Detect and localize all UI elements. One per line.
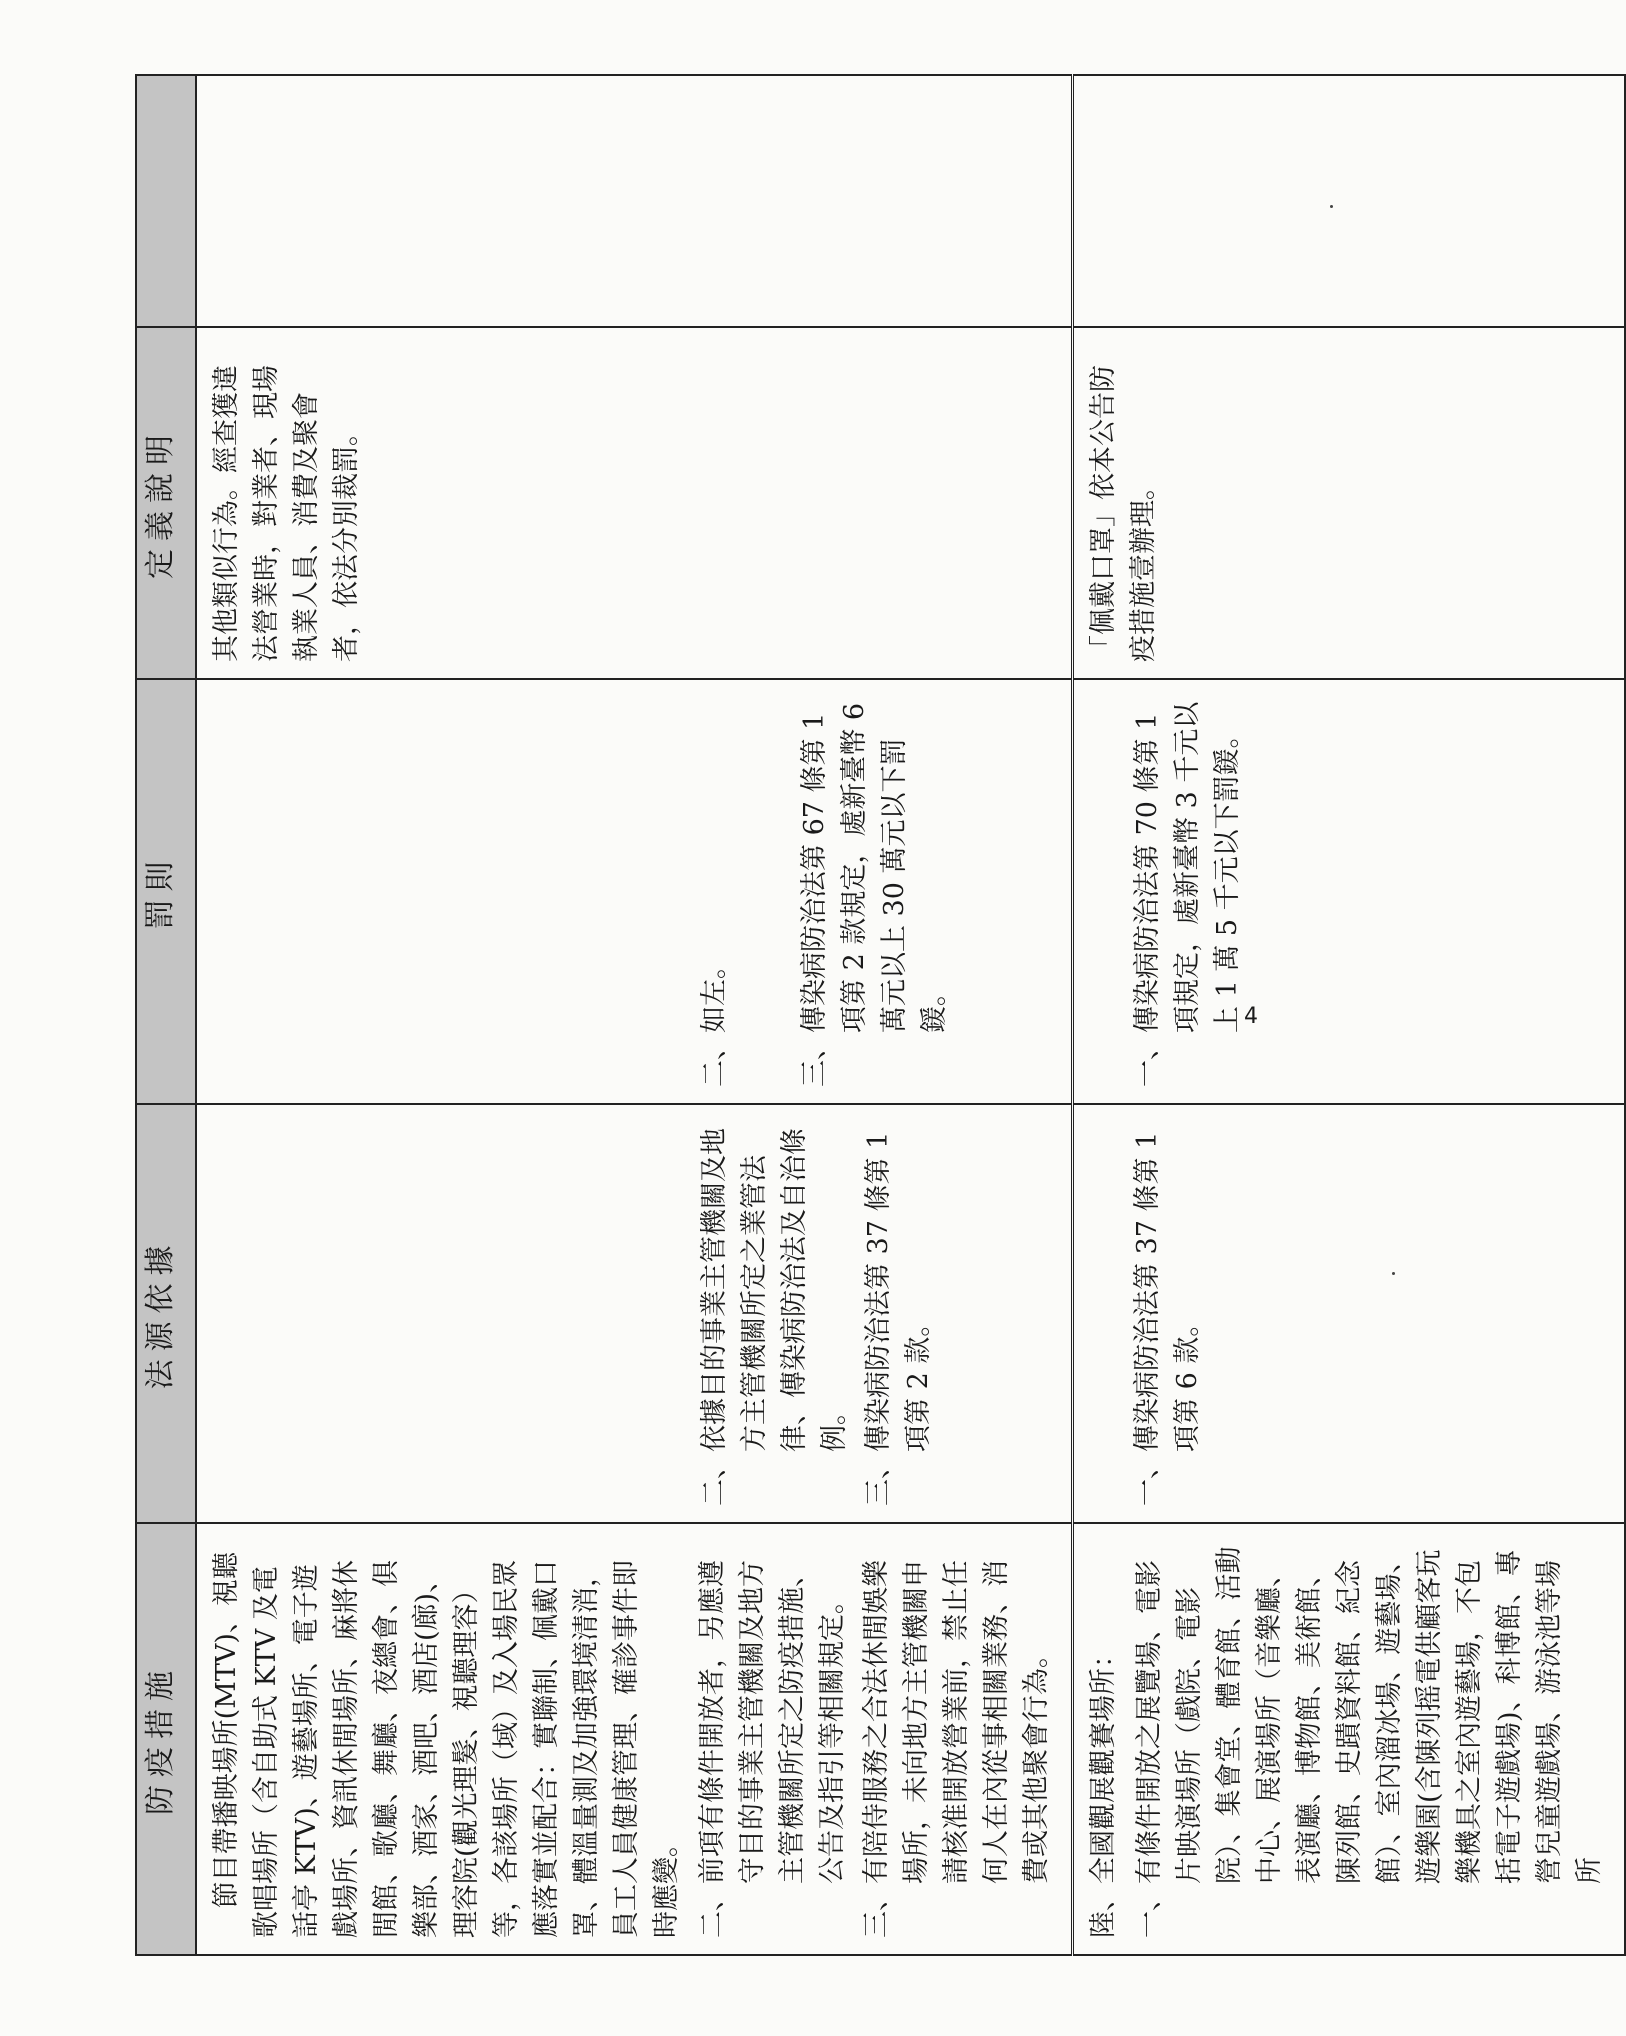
- cell-definition: [196, 327, 1073, 679]
- header-penalty: 罰則: [136, 679, 196, 1104]
- item-text: 依據目的事業主管機關及地方主管機關所定之業管法律、傳染病防治法及自治條例。: [699, 1128, 850, 1452]
- cell-penalty: [1073, 679, 1626, 1104]
- item-number: 二、: [697, 1884, 728, 1938]
- penalty-item: [1128, 696, 1248, 1087]
- item-text: 傳染病防治法第 37 條第 1 項第 6 款。: [1132, 1131, 1203, 1452]
- measure-item: [693, 1540, 853, 1938]
- item-number: 三、: [863, 1452, 894, 1506]
- cell-legal-basis: [196, 1104, 1073, 1523]
- item-number: 三、: [799, 1033, 830, 1087]
- item-text: 前項有條件開放者，另應遵守目的事業主管機關及地方主管機關所定之防疫措施、公告及指引等相關規定。: [697, 1560, 848, 1884]
- section-title: 陸、全國觀展觀賽場所：: [1088, 1641, 1119, 1938]
- scan-speck: [1330, 205, 1333, 208]
- item-number: 二、: [699, 1033, 730, 1087]
- measure-item: [1130, 1540, 1610, 1938]
- page-number: 4: [1244, 1004, 1258, 1029]
- spacer: [1084, 696, 1128, 1087]
- item-text: 傳染病防治法第 67 條第 1 項第 2 款規定，處新臺幣 6 萬元以上 30 萬元以下罰鍰。: [799, 702, 950, 1033]
- cell-measures: [196, 1523, 1073, 1955]
- legal-item: [859, 1121, 939, 1506]
- item-text: 傳染病防治法第 70 條第 1 項規定，處新臺幣 3 千元以上 1 萬 5 千元以下罰鍰。: [1132, 701, 1243, 1033]
- item-number: 二、: [699, 1452, 730, 1506]
- legal-item: [695, 1121, 855, 1506]
- legal-item: [1128, 1121, 1208, 1506]
- measure-continuation: 節目帶播映場所(MTV)、視聽歌唱場所（含自助式 KTV 及電話亭 KTV)、遊藝場所、電子遊戲場所、資訊休閒場所、麻將休閒館、歌廳、舞廳、夜總會、俱樂部、酒家、酒吧、酒店(廊)、理容院(觀光理髮、視聽理容）等，各該場所（域）及入場民眾應落實並配合：實聯制、佩戴口罩、體溫量測及加強環境清消，員工人員健康管理、確診事件即時應變。: [211, 1552, 682, 1938]
- cell-penalty: [196, 679, 1073, 1104]
- cell-measures: [1073, 1523, 1626, 1955]
- header-measures: 防疫措施: [136, 1523, 196, 1955]
- item-number: 一、: [1132, 1452, 1163, 1506]
- item-text: 有條件開放之展覽場、電影片映演場所（戲院、電影院）、集會堂、體育館、活動中心、展演場所（音樂廳、表演廳、博物館、美術館、陳列館、史蹟資料館、紀念館）、室內溜冰場、遊藝場、遊樂園(含陳列摇電供顧客玩樂機具之室內遊藝場，不包括電子遊戲場)、科博館、專營兒童遊戲場、游泳池等場所: [1134, 1546, 1605, 1884]
- cell-definition: [1073, 327, 1626, 679]
- item-number: 一、: [1134, 1884, 1165, 1938]
- item-number: 三、: [861, 1884, 892, 1938]
- measure-item: [857, 1540, 1057, 1938]
- item-number: 一、: [1132, 1033, 1163, 1087]
- cell-empty: [196, 75, 1073, 327]
- item-text: 有陪侍服務之合法休閒娛樂場所，未向地方主管機關申請核准開放營業前，禁止任何人在內從事相關業務、消費或其他聚會行為。: [861, 1560, 1052, 1884]
- item-text: 如左。: [699, 952, 730, 1033]
- table-row: [196, 75, 1073, 1955]
- table-row: [1073, 75, 1626, 1955]
- cell-empty: [1073, 75, 1626, 327]
- scan-speck: [1392, 1272, 1395, 1275]
- item-text: 傳染病防治法第 37 條第 1 項第 2 款。: [863, 1131, 934, 1452]
- spacer: [1084, 1121, 1128, 1506]
- definition-text: 「佩戴口罩」依本公告防疫措施壹辦理。: [1088, 365, 1159, 662]
- definition-text: 其他類似行為。經查獲違法營業時，對業者、現場執業人員、消費及聚會者，依法分別裁罰。: [211, 365, 362, 662]
- regulation-table: [135, 74, 1626, 1956]
- penalty-item: [695, 696, 735, 1087]
- header-legal-basis: 法源依據: [136, 1104, 196, 1523]
- header-definition: 定義說明: [136, 327, 196, 679]
- penalty-item: [795, 696, 955, 1087]
- spacer: [207, 696, 695, 1087]
- cell-legal-basis: [1073, 1104, 1626, 1523]
- table-header-row: [136, 75, 196, 1955]
- header-empty: [136, 75, 196, 327]
- spacer: [207, 1121, 695, 1506]
